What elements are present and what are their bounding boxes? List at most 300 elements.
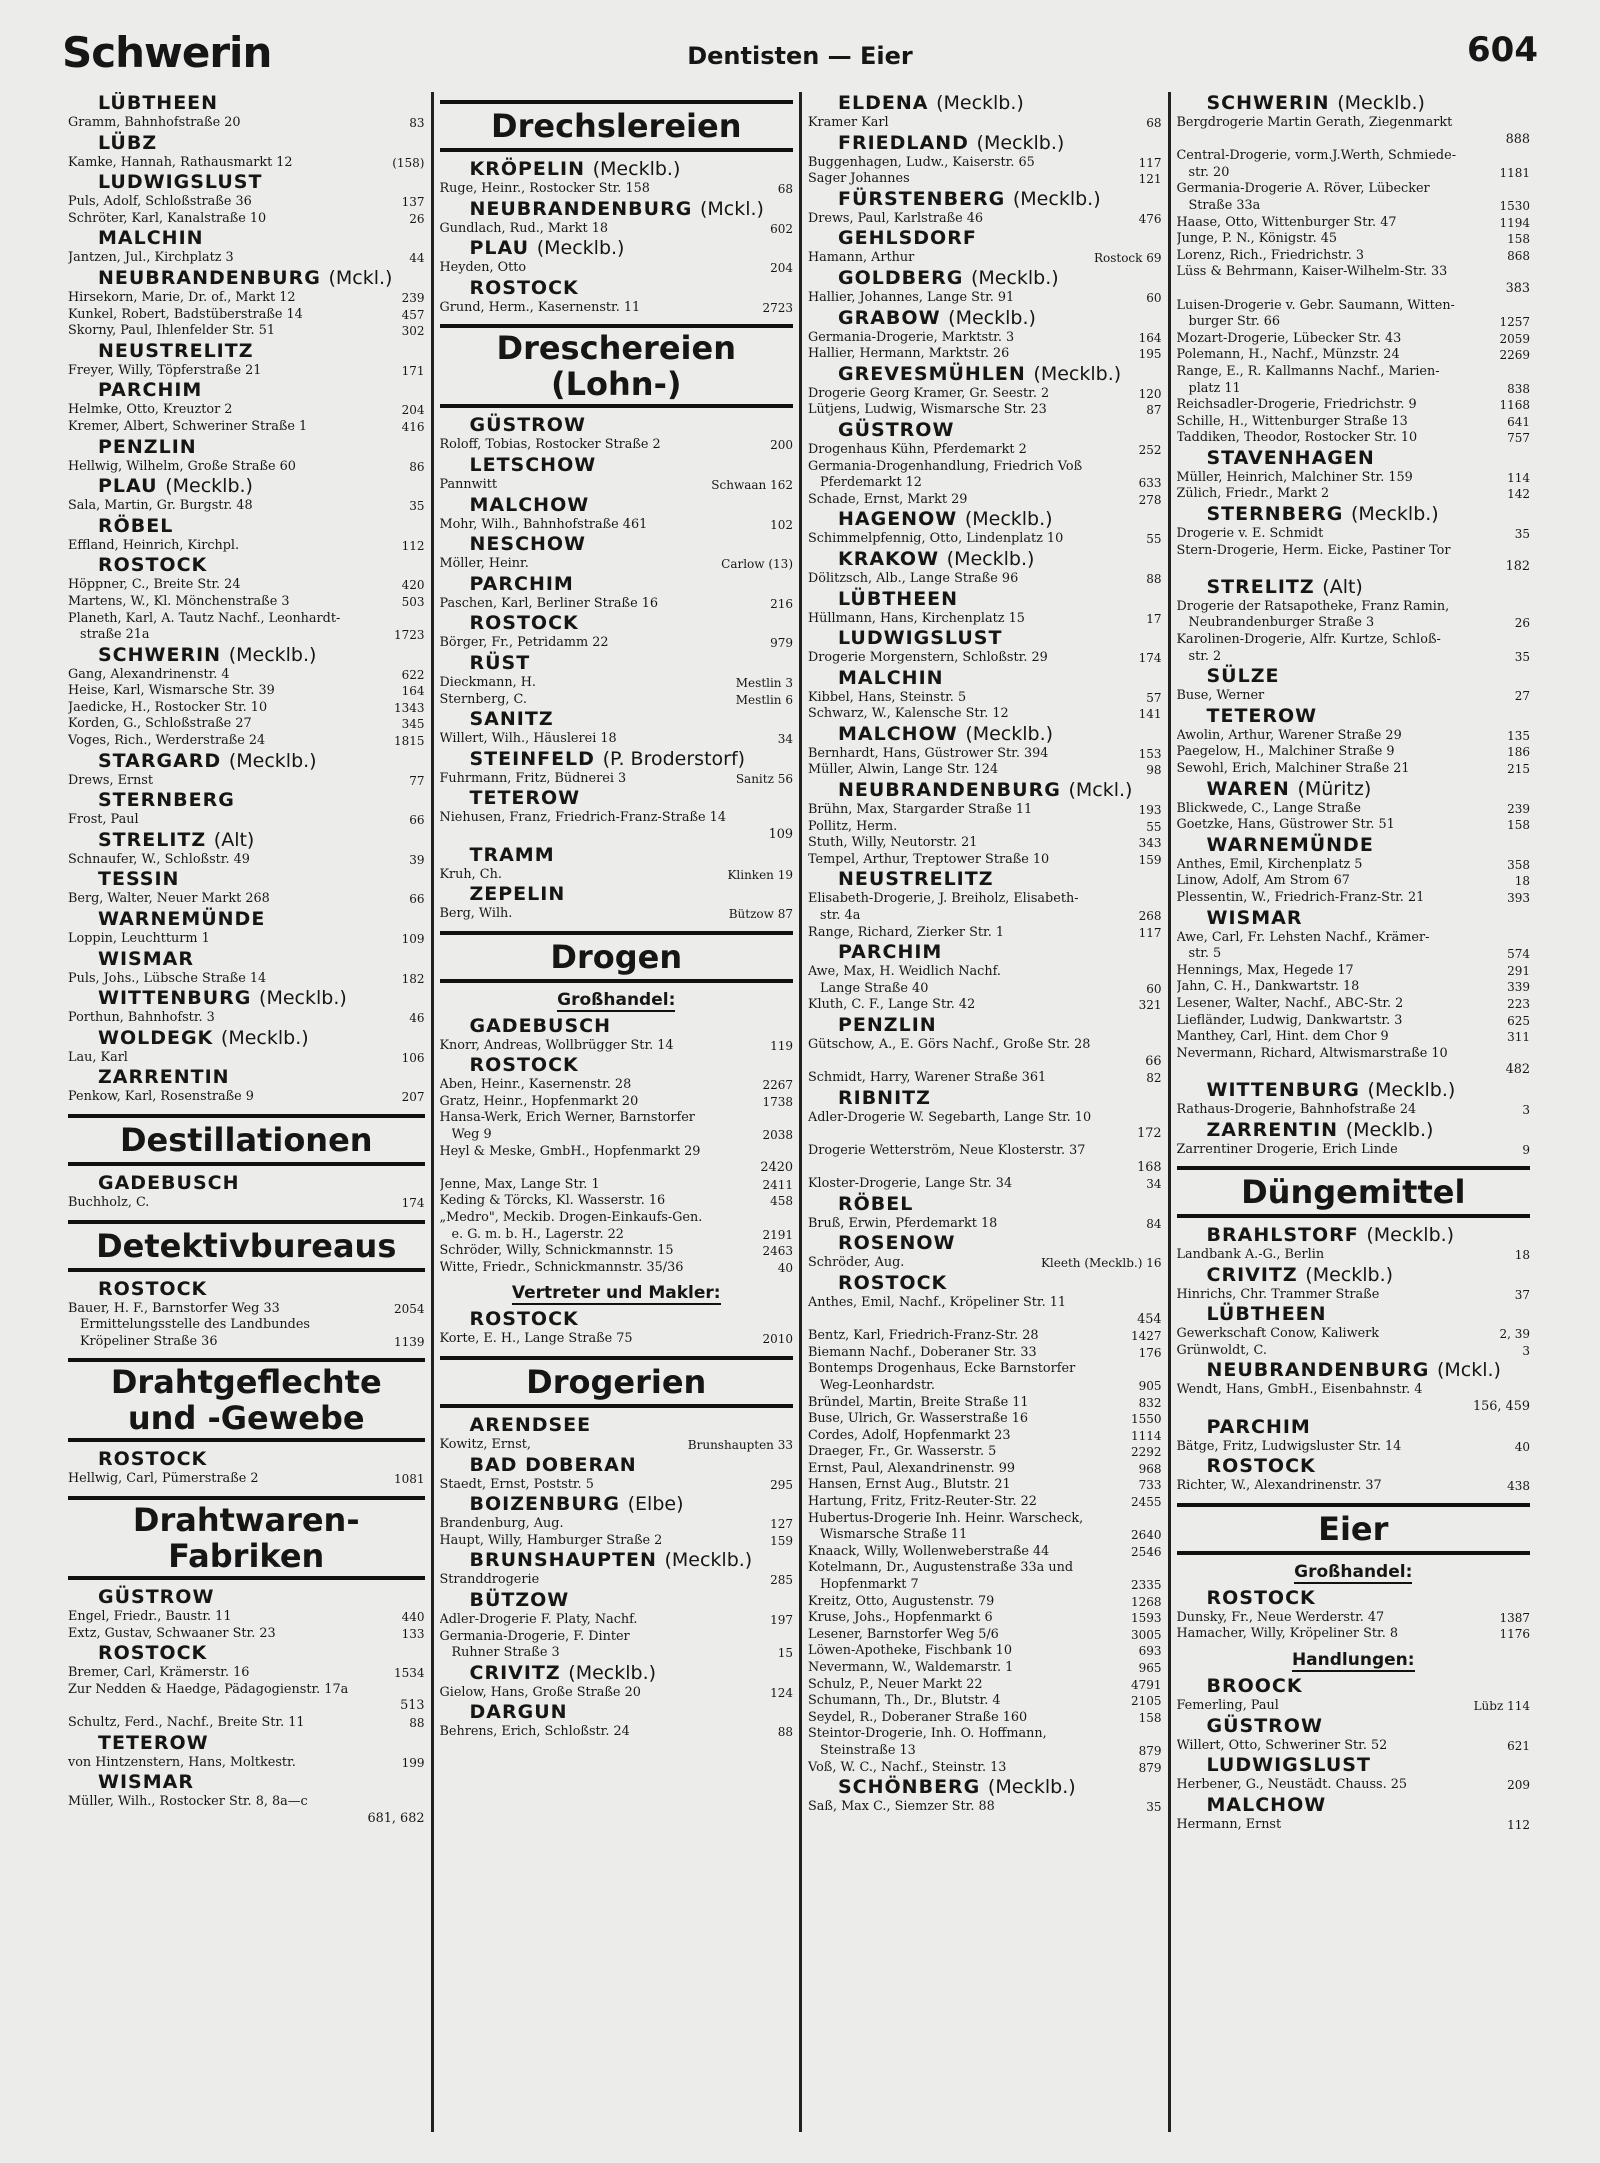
entry-name: Linow, Adolf, Am Strom 67 xyxy=(1176,873,1350,889)
entry-name: Lorenz, Rich., Friedrichstr. 3 xyxy=(1176,247,1365,263)
category-title: Drechslereien xyxy=(491,107,742,145)
entry-name: Engel, Friedr., Baustr. 11 xyxy=(68,1608,232,1624)
category-title: Drogerien xyxy=(526,1363,707,1401)
entry-name: Schumann, Th., Dr., Blutstr. 4 xyxy=(808,1693,1001,1709)
entry-phone: 135 xyxy=(1507,728,1530,743)
entry-continuation xyxy=(808,908,1162,925)
entry-phone: 159 xyxy=(1138,852,1162,867)
entry-name: Skorny, Paul, Ihlenfelder Str. 51 xyxy=(68,323,275,339)
listing-entry xyxy=(808,1345,1162,1362)
town-heading xyxy=(1177,705,1531,728)
town-heading xyxy=(440,844,794,867)
town-qualifier: (Mckl.) xyxy=(1436,1359,1501,1382)
entry-name: Paschen, Karl, Berliner Straße 16 xyxy=(439,595,659,611)
entry-name: Jahn, C. H., Dankwartstr. 18 xyxy=(1176,979,1360,995)
listing-entry xyxy=(440,1177,794,1194)
town-name: CRIVITZ xyxy=(1206,1263,1298,1286)
town-heading xyxy=(1177,1303,1531,1326)
entry-phone: 239 xyxy=(401,290,425,305)
listing-entry xyxy=(68,290,425,307)
listing-entry xyxy=(1177,817,1531,834)
category-heading xyxy=(68,1358,425,1442)
town-name: GOLDBERG xyxy=(838,266,964,289)
town-heading xyxy=(1177,92,1531,115)
town-name: MALCHOW xyxy=(1206,1793,1327,1816)
town-name: GADEBUSCH xyxy=(98,1172,240,1194)
listing-entry xyxy=(808,1361,1162,1378)
entry-phone: 158 xyxy=(1507,818,1530,833)
town-heading xyxy=(440,158,794,181)
town-name: RÖBEL xyxy=(98,514,174,537)
town-qualifier: (Mecklb.) xyxy=(1305,1263,1394,1286)
listing-entry xyxy=(68,733,425,750)
town-qualifier: (Mckl.) xyxy=(328,266,393,289)
listing-entry xyxy=(68,667,425,684)
town-name: LÜBTHEEN xyxy=(1206,1303,1327,1326)
entry-name: Hermann, Ernst xyxy=(1176,1816,1282,1832)
entry-name: Freyer, Willy, Töpferstraße 21 xyxy=(68,362,262,378)
entry-phone: 82 xyxy=(1146,1071,1162,1086)
listing-entry xyxy=(808,1176,1162,1193)
listing-entry xyxy=(440,635,794,652)
town-name: WOLDEGK xyxy=(98,1026,214,1049)
entry-phone xyxy=(421,611,425,628)
entry-phone: 98 xyxy=(1146,763,1162,778)
continuation-text: str. 20 xyxy=(1188,164,1230,180)
town-name: WAREN xyxy=(1206,777,1290,800)
town-heading xyxy=(440,1414,794,1437)
entry-name: Bentz, Karl, Friedrich-Franz-Str. 28 xyxy=(808,1328,1039,1344)
listing-entry xyxy=(68,250,425,267)
town-name: PLAU xyxy=(469,237,530,260)
listing-entry xyxy=(808,1216,1162,1233)
category-title-line2: Fabriken xyxy=(168,1536,325,1575)
continuation-text: straße 21a xyxy=(80,627,150,643)
listing-entry xyxy=(808,1070,1162,1087)
entry-phone: 574 xyxy=(1507,947,1530,962)
listing-entry xyxy=(808,531,1162,548)
entry-name: von Hintzenstern, Hans, Moltkestr. xyxy=(68,1754,296,1770)
town-name: BROOCK xyxy=(1206,1675,1303,1698)
town-name: PLAU xyxy=(98,475,158,498)
town-heading xyxy=(440,1015,794,1038)
entry-phone xyxy=(1158,1560,1162,1577)
town-name: ROSTOCK xyxy=(98,1448,208,1471)
town-name: NEUBRANDENBURG xyxy=(838,779,1061,802)
entry-name: Kluth, C. F., Lange Str. 42 xyxy=(808,997,976,1013)
town-qualifier: (Mecklb.) xyxy=(1350,503,1439,526)
entry-name: Drogerie Wetterström, Neue Klosterstr. 37 xyxy=(808,1142,1086,1158)
continuation-text: Pferdemarkt 12 xyxy=(820,475,922,491)
town-name: BOIZENBURG xyxy=(469,1493,620,1516)
entry-name: Anthes, Emil, Nachf., Kröpeliner Str. 11 xyxy=(808,1294,1067,1310)
entry-phone-continued: 454 xyxy=(1137,1311,1162,1327)
listing-entry xyxy=(1177,470,1531,487)
entry-name: Landbank A.-G., Berlin xyxy=(1176,1247,1325,1263)
entry-name: Range, E., R. Kallmanns Nachf., Marien- xyxy=(1176,363,1440,379)
entry-phone: 693 xyxy=(1138,1644,1162,1659)
entry-phone: 1427 xyxy=(1130,1329,1162,1344)
subcategory-heading xyxy=(440,989,794,1011)
listing-entry xyxy=(808,1461,1162,1478)
entry-phone: 86 xyxy=(409,459,425,474)
entry-phone xyxy=(789,810,793,827)
listing-entry xyxy=(808,1494,1162,1511)
listing-entry xyxy=(808,459,1162,476)
entry-continuation xyxy=(808,1743,1162,1760)
entry-name: Bruß, Erwin, Pferdemarkt 18 xyxy=(808,1215,998,1231)
entry-name: Drogerie Morgenstern, Schloßstr. 29 xyxy=(808,650,1048,666)
entry-continuation xyxy=(808,1378,1162,1395)
listing-entry xyxy=(440,1260,794,1277)
listing-entry xyxy=(1177,1777,1531,1794)
town-qualifier: (Mecklb.) xyxy=(936,92,1024,114)
page-number: 604 xyxy=(1467,30,1538,70)
entry-name: Tempel, Arthur, Treptower Straße 10 xyxy=(808,851,1050,867)
entry-name: Buse, Werner xyxy=(1176,688,1265,704)
town-heading xyxy=(440,1308,794,1331)
entry-phone: 114 xyxy=(1507,470,1530,485)
entry-phone xyxy=(1158,1143,1162,1160)
town-name: PARCHIM xyxy=(1206,1415,1311,1438)
entry-name: Manthey, Carl, Hint. dem Chor 9 xyxy=(1176,1029,1389,1045)
entry-name: Kloster-Drogerie, Lange Str. 34 xyxy=(808,1176,1013,1192)
town-qualifier: (Mckl.) xyxy=(1068,779,1133,802)
entry-name: Nevermann, W., Waldemarstr. 1 xyxy=(808,1660,1014,1675)
town-name: ROSTOCK xyxy=(98,1642,208,1665)
entry-phone xyxy=(421,1794,425,1811)
listing-entry xyxy=(808,762,1162,779)
listing-entry xyxy=(68,1715,425,1732)
listing-entry xyxy=(1177,1142,1531,1159)
entry-phone xyxy=(789,1144,793,1161)
town-heading xyxy=(1177,1794,1531,1817)
listing-entry xyxy=(1177,599,1531,616)
entry-name: Kreitz, Otto, Augustenstr. 79 xyxy=(808,1593,995,1609)
town-heading xyxy=(440,708,794,731)
town-heading xyxy=(68,515,425,538)
entry-phone: 17 xyxy=(1146,611,1162,626)
entry-phone xyxy=(1526,599,1530,616)
listing-entry xyxy=(68,459,425,476)
town-qualifier: (Mecklb.) xyxy=(664,1549,753,1572)
entry-name: Puls, Johs., Lübsche Straße 14 xyxy=(68,970,267,986)
listing-entry xyxy=(1177,761,1531,778)
listing-entry xyxy=(808,1255,1162,1272)
listing-entry xyxy=(1177,890,1531,907)
town-qualifier: (Alt) xyxy=(213,828,255,851)
listing-entry xyxy=(808,1610,1162,1627)
town-heading xyxy=(808,548,1162,571)
entry-phone xyxy=(789,1629,793,1646)
listing-entry xyxy=(440,1629,794,1646)
entry-phone: 1181 xyxy=(1499,165,1530,180)
town-name: ROSTOCK xyxy=(838,1271,948,1294)
entry-phone: 1534 xyxy=(393,1666,425,1681)
entry-phone: Bützow 87 xyxy=(728,907,793,922)
category-title-line2: (Lohn-) xyxy=(551,365,682,404)
listing-entry xyxy=(808,1594,1162,1611)
entry-name: Stuth, Willy, Neutorstr. 21 xyxy=(808,835,978,851)
listing-entry xyxy=(1177,414,1531,431)
entry-name: Roloff, Tobias, Rostocker Straße 2 xyxy=(439,437,661,453)
entry-name: Gratz, Heinr., Hopfenmarkt 20 xyxy=(439,1093,639,1109)
listing-entry xyxy=(808,1444,1162,1461)
town-heading xyxy=(68,750,425,773)
town-qualifier: (Mecklb.) xyxy=(1366,1224,1455,1247)
town-qualifier: (Elbe) xyxy=(627,1493,684,1516)
listing-entry xyxy=(1177,248,1531,265)
entry-phone: 1530 xyxy=(1499,198,1530,213)
town-heading xyxy=(440,1454,794,1477)
town-heading xyxy=(440,573,794,596)
entry-phone: 174 xyxy=(1138,651,1162,666)
entry-phone: 1114 xyxy=(1130,1428,1162,1443)
town-heading xyxy=(68,1448,425,1471)
entry-name: Germania-Drogerie A. Röver, Lübecker xyxy=(1176,181,1430,197)
town-heading xyxy=(440,652,794,675)
town-heading xyxy=(1177,778,1531,801)
town-heading xyxy=(68,1278,425,1301)
town-heading xyxy=(1177,907,1531,930)
listing-entry xyxy=(440,1094,794,1111)
entry-phone: 1257 xyxy=(1499,315,1530,330)
entry-phone: 625 xyxy=(1507,1013,1530,1028)
continuation-text: platz 11 xyxy=(1188,380,1241,396)
town-heading xyxy=(68,1771,425,1794)
listing-entry xyxy=(1177,857,1531,874)
entry-name: Berg, Walter, Neuer Markt 268 xyxy=(68,891,270,907)
entry-name: Gundlach, Rud., Markt 18 xyxy=(439,220,609,236)
entry-phone: 2054 xyxy=(393,1301,425,1316)
listing-entry xyxy=(808,1477,1162,1494)
entry-phone: 112 xyxy=(1507,1817,1530,1832)
listing-entry xyxy=(68,307,425,324)
town-qualifier: (Mecklb.) xyxy=(964,508,1053,531)
listing-entry xyxy=(1177,1046,1531,1063)
entry-phone: 18 xyxy=(1514,1248,1530,1263)
town-name: WITTENBURG xyxy=(98,987,252,1010)
town-name: NEUBRANDENBURG xyxy=(469,197,693,220)
entry-name: Brühn, Max, Stargarder Straße 11 xyxy=(808,802,1033,818)
entry-phone: 55 xyxy=(1146,532,1162,547)
entry-phone: 35 xyxy=(1146,1800,1162,1815)
entry-continuation xyxy=(1177,314,1531,331)
listing-entry xyxy=(1177,873,1531,890)
entry-name: Bontemps Drogenhaus, Ecke Barnstorfer xyxy=(808,1361,1076,1377)
entry-phone-continued: 182 xyxy=(1505,559,1530,575)
town-heading xyxy=(68,92,425,115)
entry-phone: 879 xyxy=(1138,1760,1162,1775)
listing-entry xyxy=(440,1110,794,1127)
entry-phone: 18 xyxy=(1514,874,1530,889)
town-name: GÜSTROW xyxy=(1206,1714,1323,1737)
entry-continuation xyxy=(1177,615,1531,632)
listing-entry xyxy=(808,1110,1162,1127)
listing-entry xyxy=(68,1089,425,1106)
town-name: LÜBTHEEN xyxy=(98,92,219,114)
town-name: GÜSTROW xyxy=(98,1585,215,1608)
entry-name: Niehusen, Franz, Friedrich-Franz-Straße 14 xyxy=(439,810,726,826)
entry-name: „Medro", Meckib. Drogen-Einkaufs-Gen. xyxy=(439,1210,703,1226)
town-name: ROSTOCK xyxy=(469,1308,579,1331)
entry-phone: 733 xyxy=(1138,1478,1162,1493)
column-1 xyxy=(62,92,431,2132)
listing-entry xyxy=(440,221,794,238)
listing-entry xyxy=(68,683,425,700)
town-name: GREVESMÜHLEN xyxy=(838,362,1026,385)
town-qualifier: (Mecklb.) xyxy=(536,237,625,260)
town-heading xyxy=(440,748,794,771)
town-heading xyxy=(808,588,1162,611)
entry-phone: 1723 xyxy=(393,628,425,643)
entry-continuation xyxy=(1177,649,1531,666)
continuation-text: Ruhner Straße 3 xyxy=(451,1645,560,1661)
entry-phone: 2191 xyxy=(762,1227,793,1242)
town-heading xyxy=(68,379,425,402)
entry-phone: Carlow (13) xyxy=(721,557,793,572)
entry-continuation xyxy=(1177,381,1531,398)
town-name: ROSTOCK xyxy=(469,612,579,635)
entry-phone: 633 xyxy=(1138,476,1162,491)
entry-name: Bauer, H. F., Barnstorfer Weg 33 xyxy=(68,1300,280,1316)
town-name: DARGUN xyxy=(469,1701,568,1724)
entry-phone: 186 xyxy=(1507,745,1530,760)
entry-name: Voges, Rich., Werderstraße 24 xyxy=(68,733,266,749)
listing-entry xyxy=(1177,1610,1531,1627)
town-name: TETEROW xyxy=(1206,704,1318,727)
listing-entry xyxy=(808,1037,1162,1054)
entry-phone: 60 xyxy=(1146,290,1162,305)
entry-name: Zülich, Friedr., Markt 2 xyxy=(1176,486,1330,502)
town-name: PENZLIN xyxy=(98,435,197,458)
listing-entry xyxy=(1177,1013,1531,1030)
entry-phone: 2267 xyxy=(762,1078,793,1093)
entry-phone: 2723 xyxy=(762,300,793,315)
entry-phone xyxy=(1158,1361,1162,1378)
town-heading xyxy=(440,494,794,517)
listing-entry xyxy=(440,1572,794,1589)
listing-entry xyxy=(1177,264,1531,281)
listing-entry xyxy=(440,1193,794,1210)
entry-phone-continued: 888 xyxy=(1505,131,1530,147)
town-name: STEINFELD xyxy=(469,747,595,770)
entry-phone: 2455 xyxy=(1130,1495,1162,1510)
entry-name: Knaack, Willy, Wollenweberstraße 44 xyxy=(808,1543,1050,1559)
entry-phone: 117 xyxy=(1138,925,1162,940)
entry-phone: 1176 xyxy=(1499,1627,1530,1642)
entry-name: Kremer, Albert, Schweriner Straße 1 xyxy=(68,418,308,434)
entry-name: Drogerie der Ratsapotheke, Franz Ramin, xyxy=(1176,598,1450,614)
entry-phone: 1194 xyxy=(1499,215,1530,230)
entry-name: Möller, Heinr. xyxy=(439,556,529,572)
entry-name: Central-Drogerie, vorm.J.Werth, Schmiede- xyxy=(1176,148,1457,164)
continuation-text: Weg 9 xyxy=(451,1127,492,1143)
town-heading xyxy=(808,1776,1162,1799)
town-name: GEHLSDORF xyxy=(838,227,977,250)
entry-phone: 141 xyxy=(1138,707,1162,722)
town-heading xyxy=(440,883,794,906)
entry-phone: 40 xyxy=(777,1260,793,1275)
entry-phone: 832 xyxy=(1138,1395,1162,1410)
entry-name: Schröder, Aug. xyxy=(808,1255,905,1271)
entry-phone: 1815 xyxy=(393,734,425,749)
entry-phone: 193 xyxy=(1138,803,1162,818)
entry-name: Jenne, Max, Lange Str. 1 xyxy=(439,1176,600,1192)
entry-name: Hansen, Ernst Aug., Blutstr. 21 xyxy=(808,1477,1011,1493)
town-name: SÜLZE xyxy=(1206,665,1280,688)
listing-entry xyxy=(440,1331,794,1348)
entry-phone: 311 xyxy=(1507,1030,1530,1045)
town-heading xyxy=(808,941,1162,964)
entry-name: Blickwede, C., Lange Straße xyxy=(1176,800,1361,816)
listing-entry xyxy=(1177,1029,1531,1046)
listing-entry xyxy=(440,771,794,788)
category-heading xyxy=(1177,1503,1531,1555)
town-name: ROSTOCK xyxy=(1206,1586,1316,1609)
entry-phone xyxy=(421,1317,425,1334)
entry-phone: 440 xyxy=(401,1609,425,1624)
entry-name: Hubertus-Drogerie Inh. Heinr. Warscheck, xyxy=(808,1510,1084,1526)
entry-name: Lesener, Walter, Nachf., ABC-Str. 2 xyxy=(1176,995,1404,1011)
entry-name: Liefländer, Ludwig, Dankwartstr. 3 xyxy=(1176,1012,1403,1028)
town-heading xyxy=(68,1732,425,1755)
entry-phone: 2546 xyxy=(1130,1544,1162,1559)
entry-name: Kunkel, Robert, Badstüberstraße 14 xyxy=(68,306,303,322)
listing-entry xyxy=(1177,1102,1531,1119)
entry-name: Awolin, Arthur, Warener Straße 29 xyxy=(1176,727,1402,743)
entry-phone: 268 xyxy=(1138,909,1162,924)
entry-name: Schmidt, Harry, Warener Straße 361 xyxy=(808,1070,1047,1086)
town-name: FRIEDLAND xyxy=(838,131,969,154)
town-heading xyxy=(440,1549,794,1572)
town-qualifier: (Mecklb.) xyxy=(976,131,1065,154)
listing-entry xyxy=(68,402,425,419)
listing-entry xyxy=(1177,231,1531,248)
entry-phone: 176 xyxy=(1138,1345,1162,1360)
subcategory-title: Vertreter und Makler: xyxy=(511,1283,721,1304)
entry-phone: 905 xyxy=(1138,1378,1162,1393)
listing-entry xyxy=(1177,1817,1531,1834)
listing-entry xyxy=(808,1710,1162,1727)
listing-entry xyxy=(68,1609,425,1626)
town-name: NEUBRANDENBURG xyxy=(1206,1359,1430,1382)
entry-name: Drogenhaus Kühn, Pferdemarkt 2 xyxy=(808,441,1027,457)
town-name: FÜRSTENBERG xyxy=(838,187,1006,210)
entry-phone: 182 xyxy=(401,971,425,986)
listing-entry xyxy=(1177,397,1531,414)
entry-phone xyxy=(1526,298,1530,315)
entry-name: Drogerie Georg Kramer, Gr. Seestr. 2 xyxy=(808,385,1050,401)
listing-entry xyxy=(68,498,425,515)
town-heading xyxy=(1177,1224,1531,1247)
entry-name: Börger, Fr., Petridamm 22 xyxy=(439,635,609,651)
entry-phone-continued: 168 xyxy=(1137,1159,1162,1175)
entry-name: Lüss & Behrmann, Kaiser-Wilhelm-Str. 33 xyxy=(1176,264,1448,280)
entry-name: Schimmelpfennig, Otto, Lindenplatz 10 xyxy=(808,531,1064,547)
entry-phone xyxy=(1526,543,1530,560)
town-heading xyxy=(1177,503,1531,526)
entry-phone: 757 xyxy=(1507,431,1530,446)
entry-name: Voß, W. C., Nachf., Steinstr. 13 xyxy=(808,1759,1007,1775)
town-heading xyxy=(1177,1455,1531,1478)
entry-phone: 215 xyxy=(1507,762,1530,776)
town-name: PARCHIM xyxy=(838,941,943,964)
town-heading xyxy=(808,627,1162,650)
entry-phone xyxy=(1158,964,1162,981)
entry-name: Range, Richard, Zierker Str. 1 xyxy=(808,924,1004,940)
entry-phone: 879 xyxy=(1138,1743,1162,1758)
